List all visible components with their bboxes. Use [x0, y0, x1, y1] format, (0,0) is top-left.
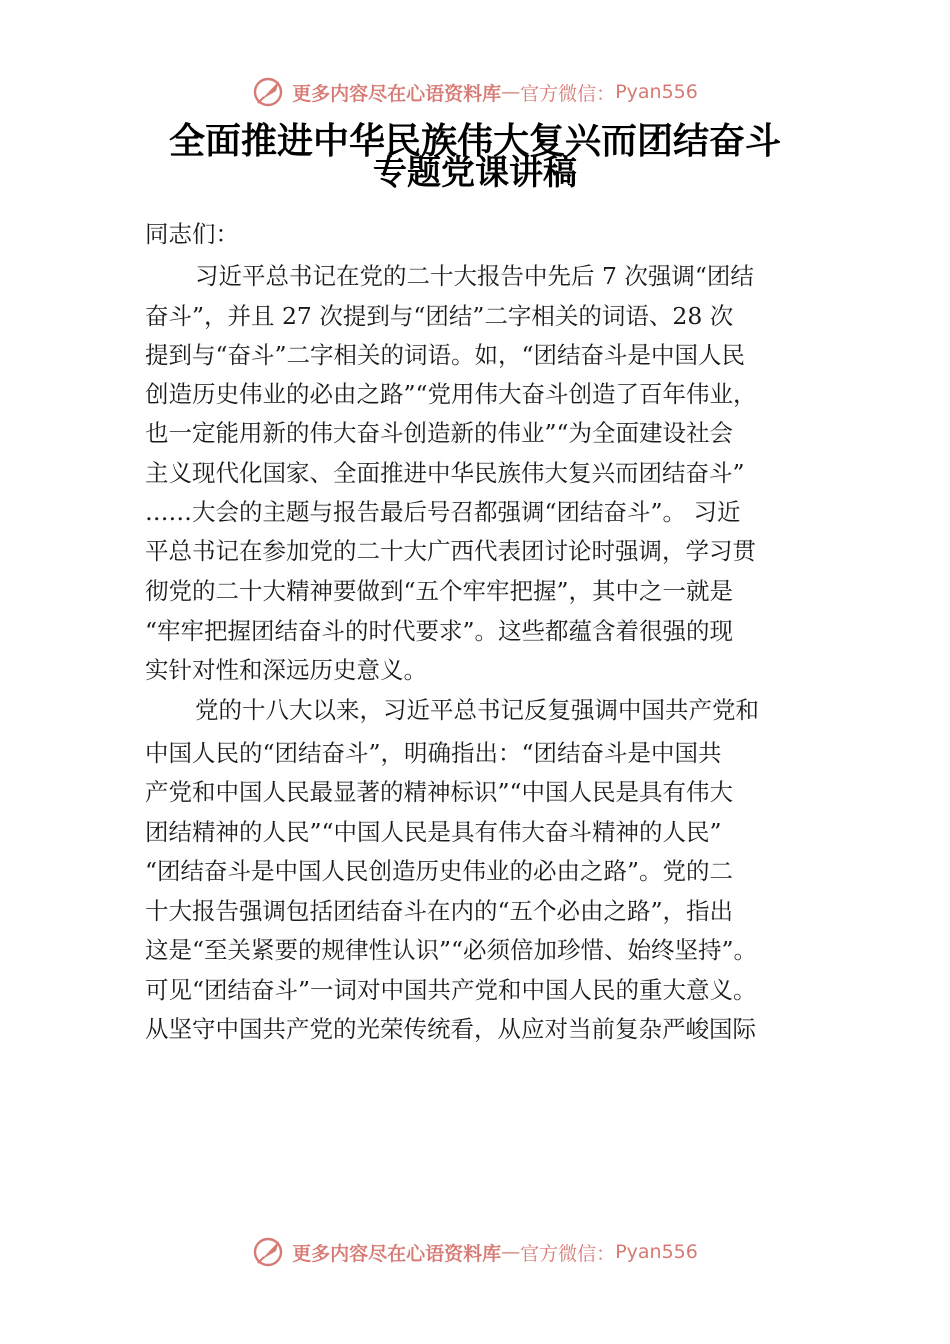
watermark-header [0, 72, 950, 112]
text-line: 平总书记在参加党的二十大广西代表团讨论时强调，学习贯 [145, 537, 756, 565]
text-line: 实针对性和深远历史意义。 [145, 656, 427, 684]
watermark-footer [0, 1232, 950, 1272]
text-line: 彻党的二十大精神要做到“五个牢牢把握”，其中之一就是 [145, 577, 734, 605]
text-line: 提到与“奋斗”二字相关的词语。如，“团结奋斗是中国人民 [145, 341, 746, 369]
document-title: 全面推进中华民族伟大复兴而团结奋斗 [168, 121, 781, 162]
watermark-text: 更多内容尽在心语资料库 [292, 82, 502, 105]
text-line: “牢牢把握团结奋斗的时代要求”。这些都蕴含着很强的现 [145, 617, 734, 645]
text-line: 中国人民的“团结奋斗”，明确指出：“团结奋斗是中国共 [145, 739, 722, 767]
watermark-text: 更多内容尽在心语资料库 [292, 1242, 502, 1265]
text-line: 十大报告强调包括团结奋斗在内的“五个必由之路”，指出 [145, 897, 734, 925]
text-line: ……大会的主题与报告最后号召都强调“团结奋斗”。 习近 [145, 498, 741, 526]
document-subtitle: 专题党课讲稿 [373, 153, 577, 193]
text-line: 创造历史伟业的必由之路”“党用伟大奋斗创造了百年伟业， [145, 380, 757, 408]
text-line: 这是“至关紧要的规律性认识”“必须倍加珍惜、始终坚持”。 [145, 936, 758, 964]
text-line: 团结精神的人民”“中国人民是具有伟大奋斗精神的人民” [145, 818, 722, 846]
text-line: 从坚守中国共产党的光荣传统看，从应对当前复杂严峻国际 [145, 1015, 756, 1043]
watermark-wechat-id: Pyan556 [615, 1241, 698, 1263]
watermark-wechat-id: Pyan556 [615, 81, 698, 103]
text-line: 可见“团结奋斗”一词对中国共产党和中国人民的重大意义。 [145, 976, 757, 1004]
text-line: 主义现代化国家、全面推进中华民族伟大复兴而团结奋斗” [145, 459, 745, 487]
watermark-dash: — [501, 1241, 521, 1263]
quill-logo-icon [252, 75, 286, 109]
text-line: 产党和中国人民最显著的精神标识”“中国人民是具有伟大 [145, 778, 734, 806]
watermark-dash: — [501, 81, 521, 103]
text-line: 习近平总书记在党的二十大报告中先后 7 次强调“团结 [195, 262, 754, 290]
greeting: 同志们： [145, 220, 239, 248]
watermark-wechat-label: 官方微信： [520, 82, 616, 105]
text-line: 党的十八大以来，习近平总书记反复强调中国共产党和 [195, 696, 759, 724]
text-line: 奋斗”，并且 27 次提到与“团结”二字相关的词语、28 次 [145, 302, 734, 330]
watermark-wechat-label: 官方微信： [520, 1242, 616, 1265]
quill-logo-icon [252, 1235, 286, 1269]
text-line: 也一定能用新的伟大奋斗创造新的伟业”“为全面建设社会 [145, 419, 734, 447]
text-line: “团结奋斗是中国人民创造历史伟业的必由之路”。党的二 [145, 857, 734, 885]
